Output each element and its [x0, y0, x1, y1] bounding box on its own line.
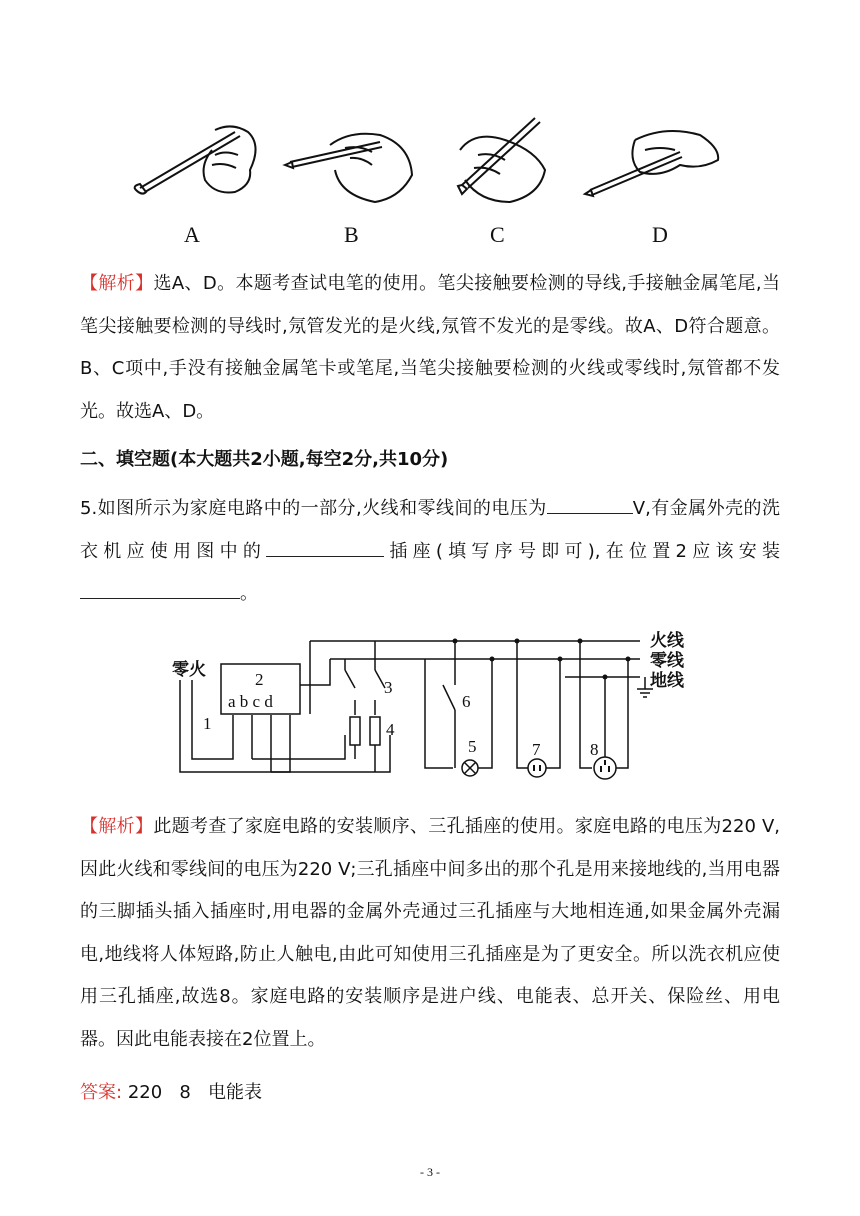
position-label-8: 8	[590, 740, 599, 759]
answer-line	[80, 1078, 262, 1104]
position-label-6: 6	[462, 692, 471, 711]
ground-wire-label: 地线	[650, 671, 684, 690]
meter-terminals-label: a b c d	[228, 692, 273, 711]
answer-blank-3	[80, 576, 240, 599]
question-text-part2: V,有金属外壳的洗衣机应使用图中的	[80, 498, 780, 562]
tester-pen-figure	[0, 110, 860, 220]
neutral-live-entrance-label: 零火	[172, 660, 206, 679]
hand-holding-tester-pen-icon	[585, 131, 718, 196]
position-label-5: 5	[468, 737, 477, 756]
option-label-c: C	[490, 222, 505, 247]
option-label-b: B	[344, 222, 359, 247]
section-heading: 二、填空题(本大题共2小题,每空2分,共10分)	[80, 449, 449, 470]
question-text-part3: 插座(填写序号即可),在位置2应该安装	[384, 540, 781, 562]
question-text-part4: 。	[240, 583, 258, 604]
analysis-paragraph-1	[80, 263, 780, 433]
hand-holding-tester-pen-icon	[458, 118, 545, 202]
analysis-paragraph-2	[80, 806, 780, 1061]
neutral-wire-label: 零线	[650, 651, 684, 670]
household-circuit-diagram	[0, 625, 860, 785]
answer-label: 答案:	[80, 1082, 123, 1103]
analysis-tag: 【解析】	[80, 273, 154, 294]
answer-blank-1	[547, 491, 633, 514]
question-5	[80, 488, 780, 616]
analysis-text: 此题考查了家庭电路的安装顺序、三孔插座的使用。家庭电路的电压为220 V,因此火线和零线间的电压为220 V;三孔插座中间多出的那个孔是用来接地线的,当用电器的三脚插头插入插座时,用电器的金属外壳通过三孔插座与大地相连通,如果金属外壳漏电,地线将人体短路,防止人触电,由此可知使用三孔插座是为了更安全。所以洗衣机应使用三孔插座,故选8。家庭电路的安装顺序是进户线、电能表、总开关、保险丝、用电器。因此电能表接在2位置上。	[80, 816, 780, 1050]
answer-values: 220 8 电能表	[127, 1082, 262, 1103]
position-label-2: 2	[255, 670, 264, 689]
position-label-3: 3	[384, 678, 393, 697]
answer-blank-2	[266, 534, 384, 557]
figure-option-labels	[0, 222, 860, 252]
position-label-1: 1	[203, 714, 212, 733]
hand-holding-tester-pen-icon	[135, 126, 256, 193]
position-label-7: 7	[532, 740, 541, 759]
hand-holding-tester-pen-icon	[285, 134, 412, 202]
question-text-part1: 5.如图所示为家庭电路中的一部分,火线和零线间的电压为	[80, 498, 547, 519]
analysis-text: 选A、D。本题考查试电笔的使用。笔尖接触要检测的导线,手接触金属笔尾,当笔尖接触要检测的导线时,氖管发光的是火线,氖管不发光的是零线。故A、D符合题意。B、C项中,手没有接触金属笔卡或笔尾,当笔尖接触要检测的火线或零线时,氖管都不发光。故选A、D。	[80, 273, 780, 422]
analysis-tag: 【解析】	[80, 816, 154, 837]
option-label-a: A	[184, 222, 200, 247]
option-label-d: D	[652, 222, 668, 247]
position-label-4: 4	[386, 720, 395, 739]
live-wire-label: 火线	[650, 631, 684, 650]
page-number: - 3 -	[420, 1165, 440, 1179]
